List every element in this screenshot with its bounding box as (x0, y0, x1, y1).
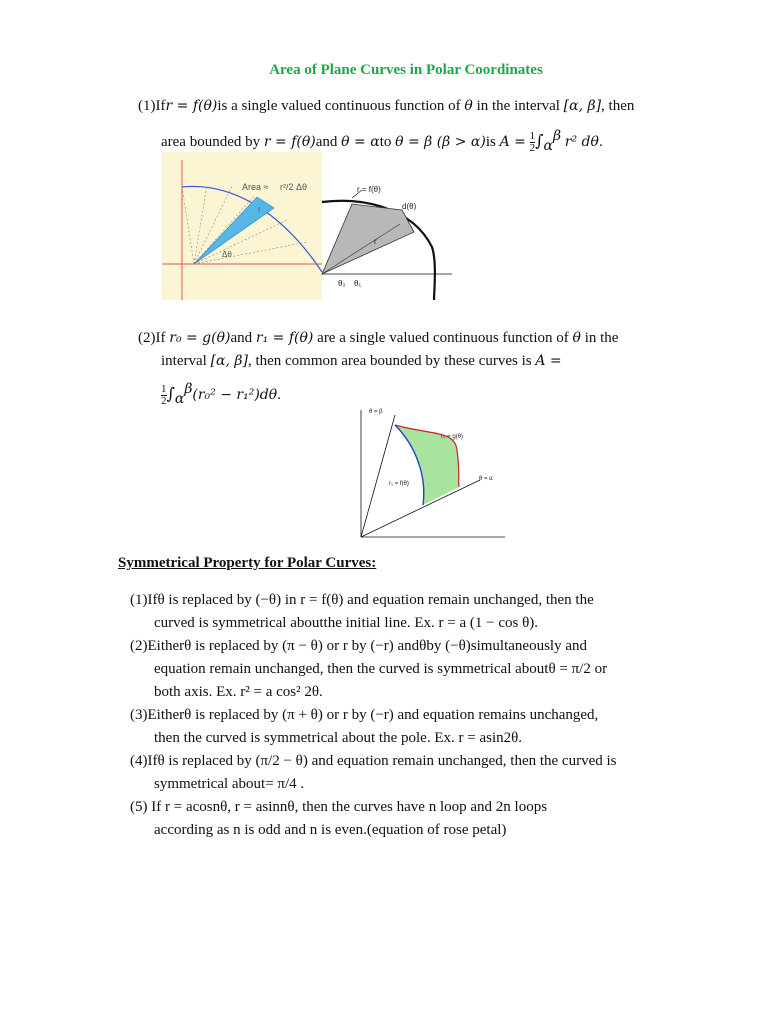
math: r₀ = g(θ) (169, 330, 231, 346)
r1-label: r₁ = f(θ) (389, 481, 409, 487)
section2-number: (2) (138, 330, 156, 346)
prop-line: If r = acosnθ, r = asinnθ, then the curves have n loop and 2n loops (147, 799, 548, 815)
prop-number: (4) (130, 753, 148, 769)
text: . (277, 387, 281, 403)
prop-5 (130, 796, 547, 842)
math-interval: [α, β] (563, 98, 602, 114)
math: θ = β (β > α) (395, 134, 486, 150)
math-r-eq-f: r = f(θ) (165, 98, 218, 114)
prop-line: Eitherθ is replaced by (π + θ) or r by (−r) and equation remains unchanged, (147, 707, 599, 723)
prop-line: curved is symmetrical aboutthe initial line. Ex. r = a (1 − cos θ). (154, 615, 539, 631)
text: to (379, 134, 392, 150)
prop-line: then the curved is symmetrical about the pole. Ex. r = asin2θ. (154, 730, 523, 746)
page-title: Area of Plane Curves in Polar Coordinates (269, 62, 543, 78)
ray-beta (361, 415, 395, 537)
r0-label: r₀ = g(θ) (441, 434, 463, 440)
prop-2 (130, 635, 607, 704)
theta1-label: θ₁ (354, 279, 362, 288)
fraction-half: $\frac{1}{2}$ (529, 130, 536, 155)
section2-line2 (161, 350, 562, 373)
section1-number: (1) (138, 98, 156, 114)
figure1-right (322, 185, 452, 300)
text: are a single valued continuous function of (317, 330, 569, 346)
right-shaded-region (322, 204, 414, 274)
theta-beta-label: θ = β (369, 409, 383, 415)
prop-number: (5) (130, 799, 148, 815)
math: A = (499, 134, 526, 150)
text: If (155, 330, 166, 346)
math-theta: θ (464, 98, 473, 114)
math: r₁ = f(θ) (255, 330, 314, 346)
prop-line: Ifθ is replaced by (−θ) in r = f(θ) and equation remain unchanged, then the (147, 592, 594, 608)
text: If (155, 98, 166, 114)
prop-4 (130, 750, 617, 796)
prop-3 (130, 704, 598, 750)
math: [α, β] (210, 353, 248, 369)
math: (r₀² − r₁²)dθ (192, 387, 278, 403)
section2-line1 (138, 327, 618, 350)
text: is a single valued continuous function of (217, 98, 461, 114)
prop-1 (130, 589, 594, 635)
ray-alpha (361, 480, 480, 537)
r-label: r (258, 205, 261, 214)
figure1 (162, 152, 452, 302)
fraction-half: $\frac{1}{2}$ (161, 383, 167, 408)
theta-alpha-label: θ = α (479, 476, 493, 482)
text: and (315, 134, 338, 150)
section1-line1 (138, 95, 634, 118)
text: is (485, 134, 496, 150)
prop-line: Ifθ is replaced by (π/2 − θ) and equation remain unchanged, then the curved is (147, 753, 617, 769)
section-heading: Symmetrical Property for Polar Curves: (118, 555, 377, 571)
figure2 (355, 405, 505, 540)
math: r = f(θ) (263, 134, 316, 150)
prop-line: both axis. Ex. r² = a cos² 2θ. (154, 684, 323, 700)
area-formula: r²/2 Δθ (280, 182, 308, 192)
text: interval (161, 353, 207, 369)
section2-line3: $\frac{1}{2}$ $\int_\alpha^\beta(r_0^2 - r_1^2)d\theta$. (161, 381, 281, 408)
area-label: Area ≈ (242, 182, 269, 192)
math: A = (535, 353, 562, 369)
prop-line: Eitherθ is replaced by (π − θ) or r by (−r) andθby (−θ)simultaneously and (147, 638, 587, 654)
math: θ (572, 330, 581, 346)
prop-number: (3) (130, 707, 148, 723)
math: r² dθ (564, 134, 599, 150)
prop-number: (1) (130, 592, 148, 608)
prop-line: symmetrical about= π/4 . (154, 776, 305, 792)
text: , then (601, 98, 635, 114)
prop-line: according as n is odd and n is even.(equation of rose petal) (154, 822, 507, 838)
dtheta-label: Δθ (222, 250, 232, 259)
prop-number: (2) (130, 638, 148, 654)
text: in the (584, 330, 619, 346)
theta2-label: θ₂ (338, 279, 346, 288)
text: . (598, 134, 603, 150)
text: and (230, 330, 253, 346)
math: θ = α (341, 134, 380, 150)
prop-line: equation remain unchanged, then the curved is symmetrical aboutθ = π/2 or (154, 661, 608, 677)
r-right-label: r (374, 237, 377, 246)
dtheta-right-label: d(θ) (402, 202, 417, 211)
text: in the interval (476, 98, 560, 114)
text: , then common area bounded by these curves is (247, 353, 532, 369)
section1-line2: area bounded by r = f(θ)and θ = αto θ = β (β > α)is A = $\frac{1}{2}$ $\int_\alpha^\beta$ r² dθ. (161, 128, 603, 155)
text: area bounded by (161, 134, 261, 150)
curve-label: r = f(θ) (357, 185, 381, 194)
